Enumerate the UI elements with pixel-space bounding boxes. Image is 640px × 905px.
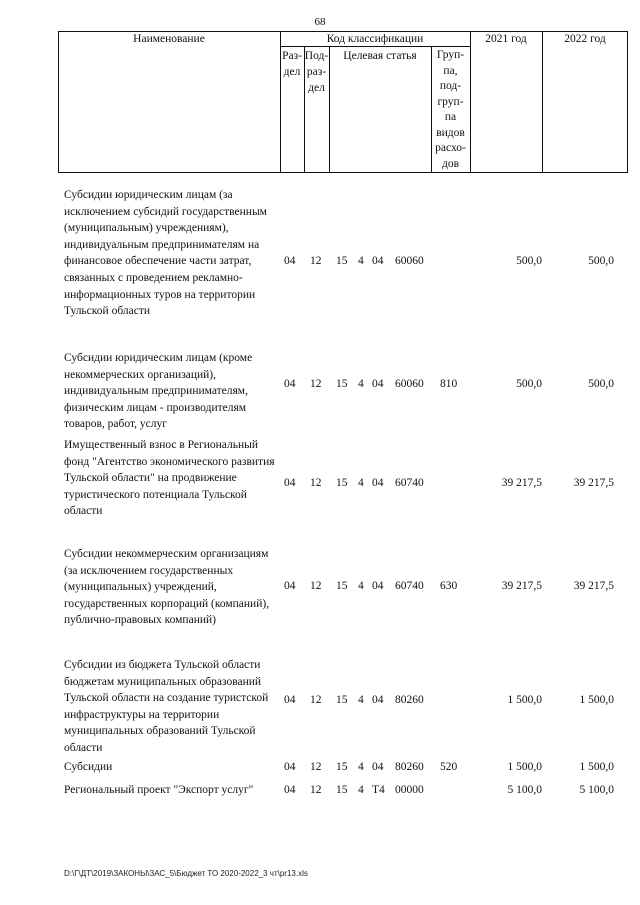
cell-expense-group: 810 [440,378,458,390]
cell-2021: 500,0 [516,255,542,267]
header-target: Целевая статья [343,50,417,62]
cell-podrazdel: 12 [310,761,322,773]
cell-target-direction: 60060 [395,255,424,267]
cell-razdel: 04 [284,761,296,773]
row-name: Субсидии юридическим лицам (кроме некоммерческих организаций), индивидуальным предпринимателям, физическим лицам - производителям товаров, работ, услуг [64,352,253,431]
cell-2021: 39 217,5 [501,580,542,592]
header-razdel: Раз- дел [282,50,302,78]
cell-razdel: 04 [284,255,296,267]
cell-target-subprogram: 4 [358,761,364,773]
cell-target-program: 15 [336,694,348,706]
cell-target-program: 15 [336,255,348,267]
cell-razdel: 04 [284,378,296,390]
cell-2021: 1 500,0 [507,761,542,773]
cell-target-subprogram: 4 [358,255,364,267]
cell-target-event: T4 [372,784,385,796]
cell-target-event: 04 [372,580,384,592]
cell-2022: 39 217,5 [573,477,614,489]
row-name: Субсидии из бюджета Тульской области бюджетам муниципальных образований Тульской области на создание туристской инфраструктуры на территории муниципальных образований Тульской области [64,659,269,754]
cell-2022: 500,0 [588,255,614,267]
header-2021: 2021 год [485,33,527,45]
cell-target-direction: 80260 [395,694,424,706]
cell-target-event: 04 [372,378,384,390]
cell-2022: 1 500,0 [579,694,614,706]
header-name: Наименование [133,33,205,45]
cell-target-direction: 00000 [395,784,424,796]
cell-razdel: 04 [284,580,296,592]
cell-podrazdel: 12 [310,784,322,796]
cell-target-subprogram: 4 [358,477,364,489]
header-group: Груп- па, под- груп- па видов расхо- дов [435,49,466,170]
cell-2021: 1 500,0 [507,694,542,706]
header-2022: 2022 год [564,33,606,45]
cell-podrazdel: 12 [310,378,322,390]
cell-2021: 500,0 [516,378,542,390]
page-number: 68 [314,16,326,28]
row-name: Субсидии [64,761,113,773]
header-podrazdel: Под- раз- дел [304,50,329,94]
cell-target-subprogram: 4 [358,694,364,706]
cell-target-direction: 60740 [395,580,424,592]
divider-podrazdel [329,46,330,173]
row-name: Имущественный взнос в Региональный фонд "Агентство экономического развития Тульской области" на продвижение туристического потенциала Тульской области [64,439,275,518]
cell-target-direction: 80260 [395,761,424,773]
cell-target-program: 15 [336,580,348,592]
cell-target-subprogram: 4 [358,784,364,796]
cell-2022: 5 100,0 [579,784,614,796]
cell-target-event: 04 [372,477,384,489]
cell-target-program: 15 [336,477,348,489]
cell-target-event: 04 [372,761,384,773]
cell-target-subprogram: 4 [358,378,364,390]
cell-2022: 500,0 [588,378,614,390]
footer-file-path: D:\Г\ДТ\2019\ЗАКОНЫ\ЗАС_5\Бюджет ТО 2020-2022_3 чт\pr13.xls [64,869,308,878]
row-name: Субсидии юридическим лицам (за исключением субсидий государственным (муниципальным) учреждениям), индивидуальным предпринимателям на финансовое обеспечение части затрат, связанных с проведением рекламно-информационных туров на территории Тульской области [64,189,267,318]
cell-target-direction: 60060 [395,378,424,390]
cell-target-program: 15 [336,378,348,390]
divider-2021 [542,31,543,173]
cell-2021: 5 100,0 [507,784,542,796]
cell-target-program: 15 [336,761,348,773]
cell-podrazdel: 12 [310,477,322,489]
cell-2022: 39 217,5 [573,580,614,592]
cell-razdel: 04 [284,784,296,796]
table-header [58,31,628,173]
cell-2022: 1 500,0 [579,761,614,773]
divider-code [470,31,471,173]
cell-razdel: 04 [284,694,296,706]
header-code-group: Код классификации [326,33,424,45]
cell-razdel: 04 [284,477,296,489]
cell-target-event: 04 [372,255,384,267]
row-name: Субсидии некоммерческим организациям (за исключением государственных (муниципальных) учреждений, государственных корпораций (компаний), публично-правовых компаний) [64,548,270,627]
cell-target-direction: 60740 [395,477,424,489]
cell-target-subprogram: 4 [358,580,364,592]
row-name: Региональный проект "Экспорт услуг" [64,784,254,796]
cell-2021: 39 217,5 [501,477,542,489]
cell-expense-group: 630 [440,580,458,592]
cell-target-event: 04 [372,694,384,706]
cell-podrazdel: 12 [310,694,322,706]
cell-target-program: 15 [336,784,348,796]
cell-podrazdel: 12 [310,580,322,592]
cell-podrazdel: 12 [310,255,322,267]
cell-expense-group: 520 [440,761,458,773]
